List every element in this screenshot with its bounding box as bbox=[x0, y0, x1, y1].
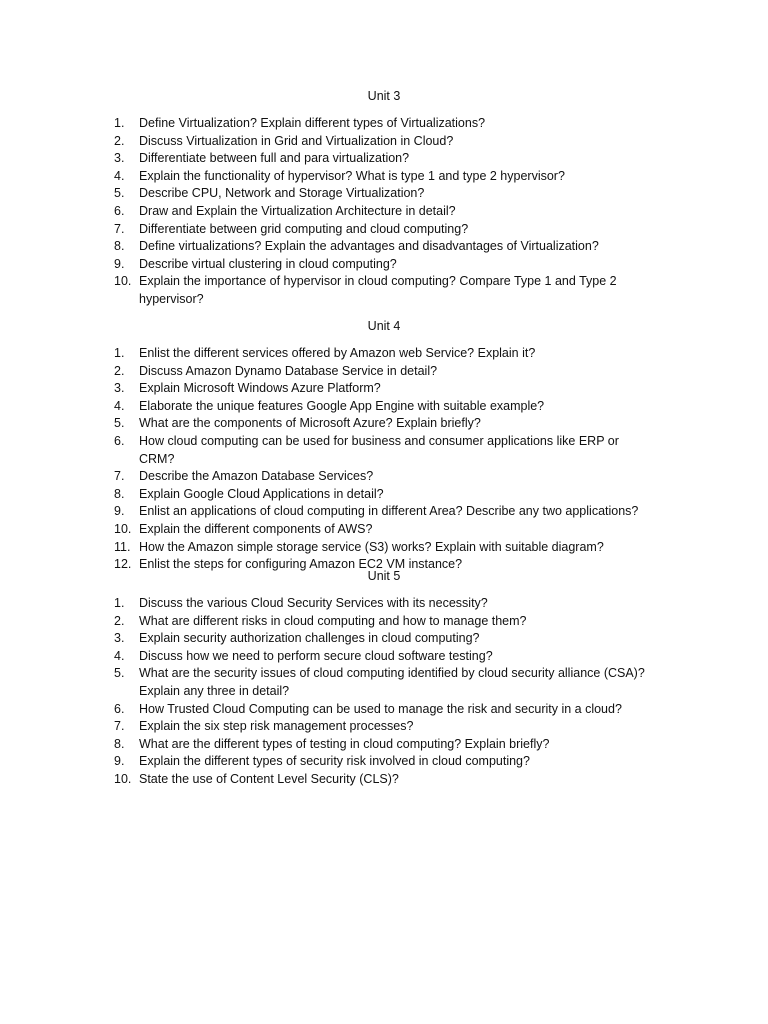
unit-title: Unit 4 bbox=[367, 319, 401, 333]
list-item bbox=[114, 468, 654, 486]
question-list bbox=[114, 595, 654, 789]
list-item bbox=[114, 771, 654, 789]
question-text: Explain Google Cloud Applications in detail? bbox=[139, 486, 384, 501]
question-text: What are different risks in cloud computing and how to manage them? bbox=[139, 613, 527, 628]
question-number: 2. bbox=[114, 363, 125, 378]
question-number: 7. bbox=[114, 221, 125, 236]
question-number: 12. bbox=[114, 557, 132, 572]
question-number: 10. bbox=[114, 521, 132, 536]
question-number: 8. bbox=[114, 736, 125, 751]
list-item bbox=[114, 238, 654, 256]
list-item bbox=[114, 221, 654, 239]
question-text: Discuss Amazon Dynamo Database Service in detail? bbox=[139, 363, 438, 378]
question-list bbox=[114, 345, 654, 574]
question-text: Enlist the steps for configuring Amazon EC2 VM instance? bbox=[139, 557, 463, 572]
list-item bbox=[114, 503, 654, 521]
question-number: 3. bbox=[114, 381, 125, 396]
question-number: 5. bbox=[114, 416, 125, 431]
list-item bbox=[114, 648, 654, 666]
question-text: Describe CPU, Network and Storage Virtualization? bbox=[139, 186, 425, 201]
list-item bbox=[114, 115, 654, 133]
question-text: Enlist the different services offered by Amazon web Service? Explain it? bbox=[139, 346, 536, 360]
question-number: 6. bbox=[114, 433, 125, 448]
question-number: 11. bbox=[114, 539, 131, 554]
unit-4-section bbox=[114, 317, 654, 574]
list-item bbox=[114, 753, 654, 771]
list-item bbox=[114, 539, 654, 557]
list-item bbox=[114, 273, 654, 308]
question-number: 1. bbox=[114, 116, 125, 130]
question-number: 10. bbox=[114, 274, 132, 289]
question-text: Describe virtual clustering in cloud computing? bbox=[139, 256, 397, 271]
question-text: Define virtualizations? Explain the advantages and disadvantages of Virtualization? bbox=[139, 239, 599, 254]
question-text: State the use of Content Level Security (CLS)? bbox=[139, 771, 399, 786]
question-text: How the Amazon simple storage service (S3) works? Explain with suitable diagram? bbox=[139, 539, 604, 554]
question-text: Explain the different types of security risk involved in cloud computing? bbox=[139, 754, 530, 769]
question-number: 5. bbox=[114, 666, 125, 681]
unit-5-section bbox=[114, 567, 654, 789]
question-list bbox=[114, 115, 654, 309]
question-text: Define Virtualization? Explain different types of Virtualizations? bbox=[139, 116, 486, 130]
unit-title: Unit 3 bbox=[367, 89, 401, 103]
question-number: 1. bbox=[114, 346, 125, 360]
unit-3-section bbox=[114, 87, 654, 309]
question-number: 9. bbox=[114, 504, 125, 519]
question-number: 7. bbox=[114, 469, 125, 484]
question-text: Discuss how we need to perform secure cloud software testing? bbox=[139, 648, 493, 663]
question-number: 7. bbox=[114, 719, 125, 734]
list-item bbox=[114, 133, 654, 151]
question-text: What are the different types of testing in cloud computing? Explain briefly? bbox=[139, 736, 550, 751]
question-number: 2. bbox=[114, 613, 125, 628]
list-item bbox=[114, 185, 654, 203]
list-item bbox=[114, 380, 654, 398]
question-text: Explain security authorization challenges in cloud computing? bbox=[139, 631, 480, 646]
list-item bbox=[114, 613, 654, 631]
list-item bbox=[114, 415, 654, 433]
question-text: Discuss the various Cloud Security Services with its necessity? bbox=[139, 596, 488, 610]
list-item bbox=[114, 256, 654, 274]
question-text: Explain the functionality of hypervisor? What is type 1 and type 2 hypervisor? bbox=[139, 168, 565, 183]
list-item bbox=[114, 398, 654, 416]
list-item bbox=[114, 486, 654, 504]
question-text: Describe the Amazon Database Services? bbox=[139, 469, 374, 484]
question-number: 10. bbox=[114, 771, 132, 786]
question-text: What are the components of Microsoft Azure? Explain briefly? bbox=[139, 416, 481, 431]
question-text: What are the security issues of cloud computing identified by cloud security alliance (CSA)? Explain any three in detail? bbox=[139, 666, 645, 698]
question-number: 6. bbox=[114, 203, 125, 218]
list-item bbox=[114, 168, 654, 186]
list-item bbox=[114, 203, 654, 221]
question-text: Explain the importance of hypervisor in cloud computing? Compare Type 1 and Type 2 hypervisor? bbox=[139, 274, 617, 306]
question-text: How cloud computing can be used for business and consumer applications like ERP or CRM? bbox=[139, 433, 619, 466]
list-item bbox=[114, 150, 654, 168]
question-number: 2. bbox=[114, 133, 125, 148]
question-text: Differentiate between grid computing and cloud computing? bbox=[139, 221, 469, 236]
unit-title: Unit 5 bbox=[367, 569, 401, 583]
question-text: Draw and Explain the Virtualization Architecture in detail? bbox=[139, 203, 456, 218]
question-number: 4. bbox=[114, 168, 125, 183]
list-item bbox=[114, 701, 654, 719]
question-text: Explain the six step risk management processes? bbox=[139, 719, 414, 734]
question-number: 4. bbox=[114, 648, 125, 663]
question-number: 8. bbox=[114, 239, 125, 254]
list-item bbox=[114, 718, 654, 736]
question-text: Explain the different components of AWS? bbox=[139, 521, 373, 536]
question-text: Differentiate between full and para virtualization? bbox=[139, 151, 410, 166]
list-item bbox=[114, 595, 654, 613]
question-number: 5. bbox=[114, 186, 125, 201]
question-text: How Trusted Cloud Computing can be used to manage the risk and security in a cloud? bbox=[139, 701, 622, 716]
question-number: 9. bbox=[114, 256, 125, 271]
question-text: Explain Microsoft Windows Azure Platform? bbox=[139, 381, 381, 396]
list-item bbox=[114, 736, 654, 754]
question-number: 3. bbox=[114, 151, 125, 166]
question-number: 9. bbox=[114, 754, 125, 769]
question-text: Discuss Virtualization in Grid and Virtualization in Cloud? bbox=[139, 133, 454, 148]
question-text: Enlist an applications of cloud computing in different Area? Describe any two applications? bbox=[139, 504, 639, 519]
question-number: 8. bbox=[114, 486, 125, 501]
question-number: 4. bbox=[114, 398, 125, 413]
question-number: 3. bbox=[114, 631, 125, 646]
list-item bbox=[114, 433, 654, 468]
list-item bbox=[114, 521, 654, 539]
list-item bbox=[114, 665, 654, 700]
question-text: Elaborate the unique features Google App Engine with suitable example? bbox=[139, 398, 545, 413]
question-number: 6. bbox=[114, 701, 125, 716]
question-number: 1. bbox=[114, 596, 125, 610]
list-item bbox=[114, 363, 654, 381]
list-item bbox=[114, 345, 654, 363]
list-item bbox=[114, 630, 654, 648]
